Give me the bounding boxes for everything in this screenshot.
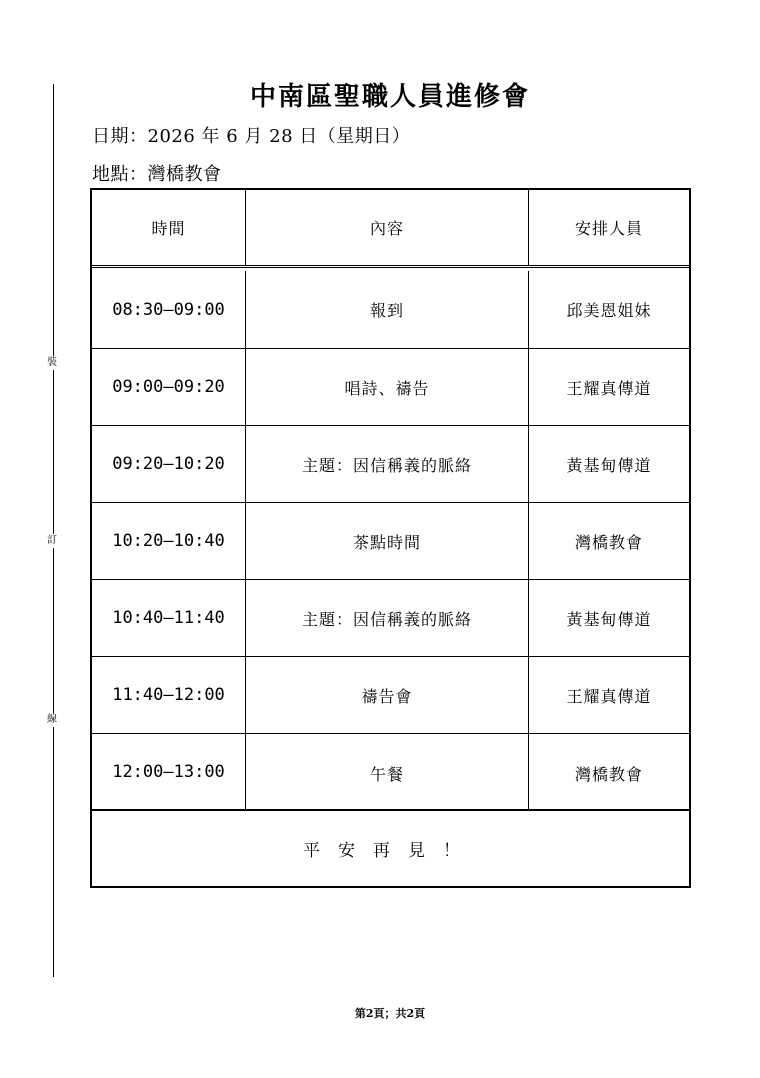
header-content: 內容: [246, 190, 529, 265]
row-content: 主題：因信稱義的脈絡: [246, 580, 529, 656]
table-row: [92, 503, 689, 580]
document-title: 中南區聖職人員進修會: [249, 82, 530, 112]
table-row: [92, 657, 689, 734]
row-time: 10:20—10:40: [92, 503, 246, 579]
table-row: [92, 734, 689, 809]
binding-mark-1: 裝: [47, 357, 57, 368]
row-time: 08:30—09:00: [92, 271, 246, 348]
table-row: [92, 271, 689, 349]
row-content: 主題：因信稱義的脈絡: [246, 426, 529, 502]
row-content: 唱詩、禱告: [246, 349, 529, 425]
schedule-table: [90, 188, 691, 888]
table-header-row: [92, 190, 689, 268]
row-time: 11:40—12:00: [92, 657, 246, 733]
table-row: [92, 426, 689, 503]
row-time: 09:20—10:20: [92, 426, 246, 502]
header-time: 時間: [92, 190, 246, 265]
table-row: [92, 580, 689, 657]
closing-message: 平安再見！: [92, 809, 689, 886]
row-person: 黃基甸傳道: [566, 455, 652, 475]
row-time: 09:00—09:20: [92, 349, 246, 425]
row-person: 灣橋教會: [574, 765, 643, 784]
event-date: 日期：2026 年 6 月 28 日（星期日）: [92, 126, 411, 147]
binding-line: [53, 84, 54, 977]
row-content: 茶點時間: [246, 503, 529, 579]
table-row: [92, 349, 689, 426]
binding-mark-3: 線: [47, 714, 57, 725]
binding-mark-2: 訂: [47, 535, 57, 546]
event-venue: 地點：灣橋教會: [92, 164, 222, 185]
row-person: 邱美恩姐妹: [566, 301, 652, 320]
row-person: 王耀真傳道: [566, 378, 652, 398]
page-number: 第2頁；共2頁: [354, 1007, 426, 1020]
row-person: 灣橋教會: [574, 532, 643, 552]
row-content: 報到: [246, 271, 529, 348]
row-time: 10:40—11:40: [92, 580, 246, 656]
row-person: 王耀真傳道: [566, 686, 652, 706]
row-content: 午餐: [246, 734, 529, 809]
header-person: 安排人員: [574, 219, 643, 238]
row-time: 12:00—13:00: [92, 734, 246, 809]
row-person: 黃基甸傳道: [566, 609, 652, 629]
row-content: 禱告會: [246, 657, 529, 733]
